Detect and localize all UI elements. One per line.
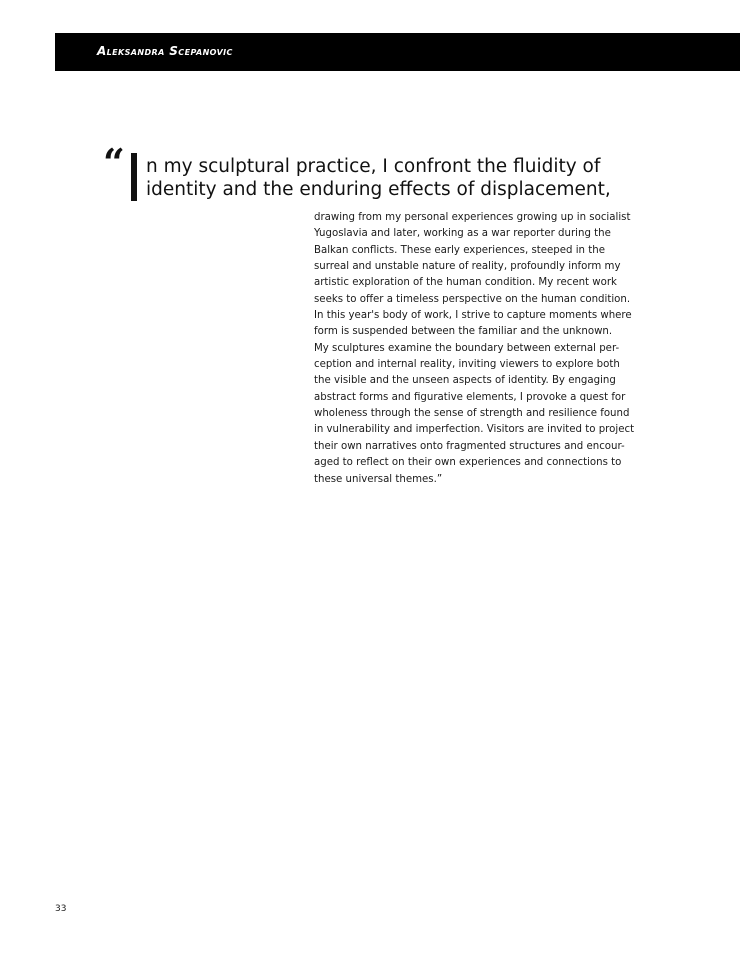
body-line: ception and internal reality, inviting viewers to explore both — [314, 359, 620, 371]
body-line: My sculptures examine the boundary between external per- — [314, 342, 620, 354]
body-line: in vulnerability and imperfection. Visitors are invited to project — [314, 424, 635, 436]
body-line: aged to reflect on their own experiences and connections to — [314, 457, 622, 469]
opening-quote-mark: “ — [103, 140, 125, 185]
body-line: Balkan conflicts. These early experiences, steeped in the — [314, 244, 605, 256]
body-line: artistic exploration of the human condition. My recent work — [314, 277, 617, 289]
lead-quote — [146, 155, 706, 201]
lead-line: n my sculptural practice, I confront the fluidity of — [146, 156, 601, 177]
body-line: these universal themes.” — [314, 473, 443, 485]
header-bar — [55, 33, 740, 71]
body-line: In this year's body of work, I strive to capture moments where — [314, 310, 632, 322]
body-line: drawing from my personal experiences growing up in socialist — [314, 212, 631, 223]
body-line: surreal and unstable nature of reality, profoundly inform my — [314, 261, 621, 273]
body-line: their own narratives onto fragmented structures and encour- — [314, 440, 625, 452]
body-line: seeks to offer a timeless perspective on the human condition. — [314, 293, 631, 305]
statement-body — [314, 210, 706, 488]
body-line: abstract forms and figurative elements, I provoke a quest for — [314, 391, 626, 403]
body-line: Yugoslavia and later, working as a war reporter during the — [314, 228, 611, 240]
body-line: the visible and the unseen aspects of identity. By engaging — [314, 375, 616, 387]
page-number: 33 — [55, 904, 67, 914]
author-name: Aleksandra Scepanovic — [97, 44, 233, 58]
drop-cap-letter — [131, 153, 138, 201]
lead-line: identity and the enduring effects of displacement, — [146, 179, 611, 200]
body-line: wholeness through the sense of strength and resilience found — [314, 408, 630, 420]
body-line: form is suspended between the familiar and the unknown. — [314, 326, 613, 338]
